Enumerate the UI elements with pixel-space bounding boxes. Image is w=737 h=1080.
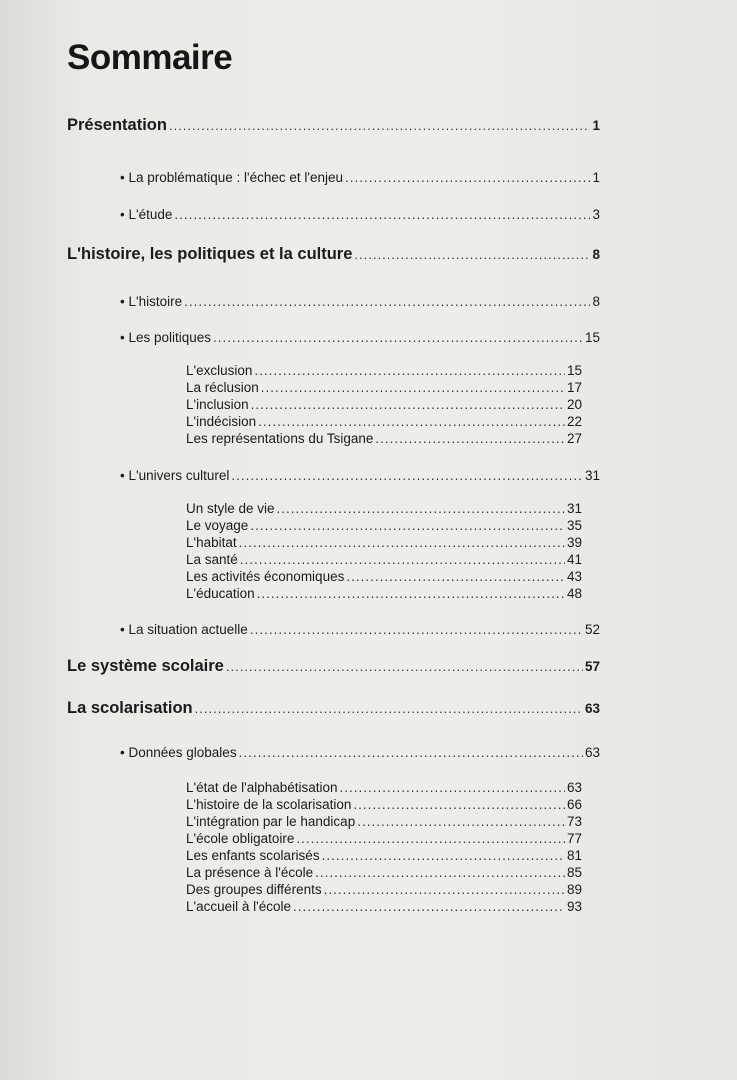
dot-leader xyxy=(239,535,565,550)
dot-leader xyxy=(213,330,583,345)
dot-leader xyxy=(296,831,565,846)
dot-leader xyxy=(184,294,590,309)
toc-page-number: 15 xyxy=(584,330,600,345)
toc-page-number: 17 xyxy=(566,380,582,395)
toc-entry-label: • L'histoire xyxy=(120,294,182,309)
toc-entry-label: Des groupes différents xyxy=(186,882,322,897)
dot-leader xyxy=(250,622,583,637)
toc-entry-label: L'école obligatoire xyxy=(186,831,295,846)
toc-entry xyxy=(186,431,582,446)
toc-entry xyxy=(120,294,600,309)
toc-entry-label: La santé xyxy=(186,552,238,567)
toc-entry-label: L'habitat xyxy=(186,535,237,550)
toc-entry-label: L'intégration par le handicap xyxy=(186,814,356,829)
page-title: Sommaire xyxy=(67,38,233,77)
toc-entry xyxy=(186,780,582,795)
toc-entry-label: La scolarisation xyxy=(67,699,193,717)
dot-leader xyxy=(354,247,590,262)
toc-entry-label: Le système scolaire xyxy=(67,657,224,675)
toc-entry xyxy=(67,699,600,718)
toc-entry-label: L'indécision xyxy=(186,414,257,429)
toc-page-number: 43 xyxy=(566,569,582,584)
toc-page-number: 3 xyxy=(592,207,600,222)
toc-entry-label: • L'univers culturel xyxy=(120,468,229,483)
dot-leader xyxy=(277,501,565,516)
dot-leader xyxy=(261,380,565,395)
toc-entry xyxy=(120,207,600,222)
toc-page-number: 57 xyxy=(584,659,600,674)
toc-entry xyxy=(120,622,600,637)
toc-entry xyxy=(67,116,600,135)
toc-entry-label: • L'étude xyxy=(120,207,172,222)
toc-entry-label: La réclusion xyxy=(186,380,259,395)
toc-entry xyxy=(186,535,582,550)
toc-entry xyxy=(186,518,582,533)
toc-entry-label: • La situation actuelle xyxy=(120,622,248,637)
toc-page-number: 1 xyxy=(592,118,600,133)
toc-page-number: 20 xyxy=(566,397,582,412)
toc-page-number: 31 xyxy=(584,468,600,483)
toc-entry xyxy=(186,552,582,567)
toc-page-number: 35 xyxy=(566,518,582,533)
toc-page-number: 63 xyxy=(584,701,600,716)
dot-leader xyxy=(346,569,565,584)
toc-entry xyxy=(186,865,582,880)
toc-entry xyxy=(186,814,582,829)
toc-entry xyxy=(186,831,582,846)
toc-entry-label: Les représentations du Tsigane xyxy=(186,431,374,446)
toc-entry-label: Le voyage xyxy=(186,518,249,533)
dot-leader xyxy=(250,518,565,533)
toc-entry-label: L'histoire, les politiques et la culture xyxy=(67,245,353,263)
toc-page-number: 22 xyxy=(566,414,582,429)
toc-entry-label: Présentation xyxy=(67,116,167,134)
toc-entry-label: L'accueil à l'école xyxy=(186,899,291,914)
toc-page-number: 77 xyxy=(566,831,582,846)
dot-leader xyxy=(239,745,583,760)
toc-entry xyxy=(120,745,600,760)
toc-page-number: 31 xyxy=(566,501,582,516)
toc-entry-label: L'inclusion xyxy=(186,397,249,412)
toc-page-number: 63 xyxy=(566,780,582,795)
toc-entry xyxy=(186,586,582,601)
toc-entry xyxy=(67,245,600,264)
toc-entry-label: • Données globales xyxy=(120,745,237,760)
dot-leader xyxy=(169,118,591,133)
toc-page-number: 81 xyxy=(566,848,582,863)
dot-leader xyxy=(357,814,565,829)
toc-page-number: 89 xyxy=(566,882,582,897)
dot-leader xyxy=(258,414,565,429)
toc-page-number: 93 xyxy=(566,899,582,914)
toc-page-number: 52 xyxy=(584,622,600,637)
toc-page-number: 27 xyxy=(566,431,582,446)
toc-page-number: 39 xyxy=(566,535,582,550)
toc-entry xyxy=(67,657,600,676)
toc-entry xyxy=(186,414,582,429)
toc-entry xyxy=(186,363,582,378)
toc-entry xyxy=(120,468,600,483)
toc-entry-label: L'état de l'alphabétisation xyxy=(186,780,338,795)
toc-entry-label: Un style de vie xyxy=(186,501,275,516)
toc-entry-label: La présence à l'école xyxy=(186,865,314,880)
dot-leader xyxy=(324,882,565,897)
toc-entry-label: • Les politiques xyxy=(120,330,211,345)
dot-leader xyxy=(240,552,565,567)
toc-entry xyxy=(186,501,582,516)
dot-leader xyxy=(375,431,565,446)
toc-page-number: 15 xyxy=(566,363,582,378)
toc-page-number: 8 xyxy=(592,247,600,262)
dot-leader xyxy=(174,207,590,222)
dot-leader xyxy=(353,797,565,812)
dot-leader xyxy=(231,468,583,483)
toc-entry xyxy=(186,397,582,412)
toc-entry xyxy=(186,899,582,914)
dot-leader xyxy=(195,701,583,716)
toc-entry xyxy=(186,882,582,897)
toc-entry xyxy=(120,330,600,345)
toc-entry-label: Les enfants scolarisés xyxy=(186,848,320,863)
toc-entry xyxy=(186,797,582,812)
dot-leader xyxy=(345,170,590,185)
dot-leader xyxy=(254,363,565,378)
dot-leader xyxy=(293,899,565,914)
toc-page-number: 48 xyxy=(566,586,582,601)
toc-entry-label: Les activités économiques xyxy=(186,569,345,584)
toc-page-number: 1 xyxy=(592,170,600,185)
toc-page-number: 66 xyxy=(566,797,582,812)
toc-entry-label: L'exclusion xyxy=(186,363,253,378)
dot-leader xyxy=(226,659,583,674)
toc-page-number: 41 xyxy=(566,552,582,567)
toc-entry xyxy=(120,170,600,185)
dot-leader xyxy=(315,865,565,880)
toc-entry xyxy=(186,380,582,395)
dot-leader xyxy=(257,586,565,601)
toc-entry-label: L'histoire de la scolarisation xyxy=(186,797,352,812)
toc-page-number: 73 xyxy=(566,814,582,829)
toc-entry xyxy=(186,848,582,863)
toc-page-number: 63 xyxy=(584,745,600,760)
dot-leader xyxy=(322,848,565,863)
dot-leader xyxy=(251,397,565,412)
toc-page-number: 8 xyxy=(592,294,600,309)
toc-entry-label: L'éducation xyxy=(186,586,255,601)
dot-leader xyxy=(340,780,565,795)
toc-entry-label: • La problématique : l'échec et l'enjeu xyxy=(120,170,343,185)
toc-page-number: 85 xyxy=(566,865,582,880)
toc-entry xyxy=(186,569,582,584)
